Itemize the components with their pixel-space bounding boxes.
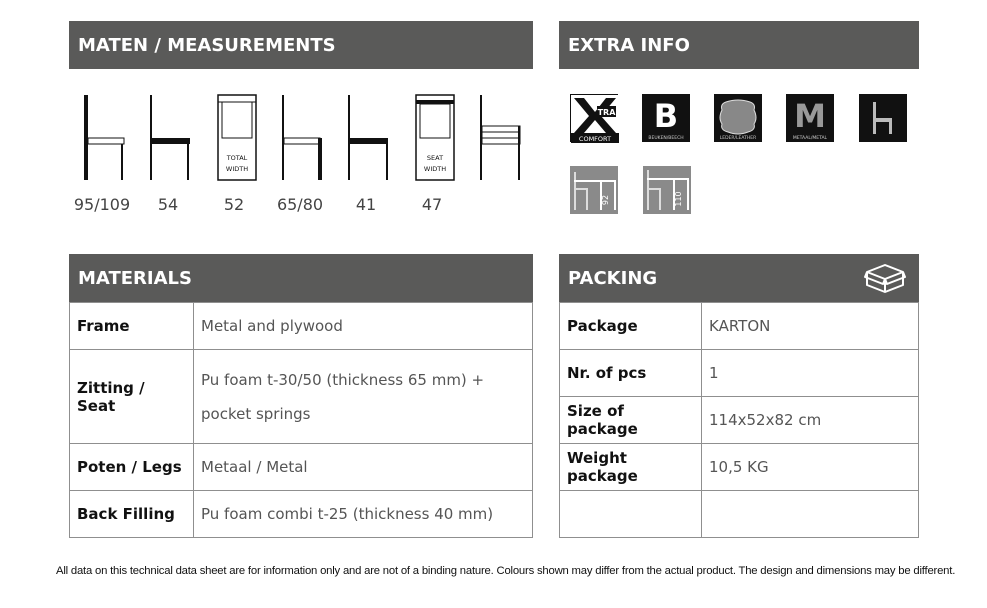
measure-value-6: 47 xyxy=(421,195,443,214)
chair-height-diagram xyxy=(84,95,124,180)
material-key: Zitting / Seat xyxy=(70,350,194,444)
material-key: Back Filling xyxy=(70,491,194,538)
chair-graphic xyxy=(859,94,907,142)
packing-key: Nr. of pcs xyxy=(560,350,702,397)
table-row xyxy=(560,491,919,538)
disclaimer-text: All data on this technical data sheet are for information only and are not of a binding nature. Colours shown may differ from the actual product. The design and dimensions may be different. xyxy=(56,565,956,577)
measure-value-5: 41 xyxy=(355,195,377,214)
package-box-icon xyxy=(863,261,907,295)
total-width-label-1: TOTAL xyxy=(226,154,248,162)
material-value: Pu foam t-30/50 (thickness 65 mm) + pocket springs xyxy=(194,350,533,444)
chair-icon xyxy=(859,94,907,142)
packing-value xyxy=(702,491,919,538)
material-value: Metal and plywood xyxy=(194,303,533,350)
packing-table xyxy=(559,302,919,538)
beech-letter: B xyxy=(653,97,679,135)
chair-arm-height-diagram xyxy=(282,95,322,180)
metal-graphic xyxy=(786,94,834,142)
packing-value: KARTON xyxy=(702,303,919,350)
packing-key: Size of package xyxy=(560,397,702,444)
extra-info-header xyxy=(559,21,919,69)
material-value: Metaal / Metal xyxy=(194,444,533,491)
measure-value-3: 52 xyxy=(223,195,245,214)
beech-icon xyxy=(642,94,690,142)
leather-caption: LEDER/LEATHER xyxy=(719,136,757,141)
leather-graphic xyxy=(714,94,762,142)
xtra-small-text: TRA xyxy=(597,108,616,117)
table-row xyxy=(560,397,919,444)
table-row xyxy=(560,350,919,397)
beech-caption: BEUKEN/BEECH xyxy=(648,136,684,141)
seat-width-label-2: WIDTH xyxy=(423,165,447,173)
chair-seat-height-diagram xyxy=(348,95,388,180)
table-row xyxy=(70,444,533,491)
chair-total-width-diagram xyxy=(218,95,256,180)
chair-seat-width-diagram xyxy=(416,95,454,180)
table-height-92-icon xyxy=(570,166,618,214)
measure-value-1: 95/109 xyxy=(73,195,131,214)
measurements-header xyxy=(69,21,533,69)
packing-value: 1 xyxy=(702,350,919,397)
packing-header xyxy=(559,254,919,302)
total-width-label-2: WIDTH xyxy=(225,165,249,173)
seat-width-label-1: SEAT xyxy=(426,154,444,162)
chair-back-diagram xyxy=(480,95,520,180)
metal-letter: M xyxy=(794,97,826,135)
packing-key: Package xyxy=(560,303,702,350)
packing-key xyxy=(560,491,702,538)
material-value: Pu foam combi t-25 (thickness 40 mm) xyxy=(194,491,533,538)
metal-icon xyxy=(786,94,834,142)
table-height-110-graphic xyxy=(643,166,691,214)
measurement-diagrams xyxy=(76,92,536,184)
material-key: Poten / Legs xyxy=(70,444,194,491)
table-height-110-text: 110 xyxy=(674,191,683,207)
packing-title: PACKING xyxy=(568,267,658,289)
measurements-title: MATEN / MEASUREMENTS xyxy=(78,34,336,56)
material-key: Frame xyxy=(70,303,194,350)
packing-key: Weight package xyxy=(560,444,702,491)
materials-table xyxy=(69,302,533,538)
packing-value: 114x52x82 cm xyxy=(702,397,919,444)
xtra-comfort-icon xyxy=(570,94,618,142)
table-row xyxy=(70,350,533,444)
table-height-92-text: 92 xyxy=(601,194,610,206)
table-row xyxy=(560,444,919,491)
extra-info-title: EXTRA INFO xyxy=(568,34,690,56)
measure-value-4: 65/80 xyxy=(276,195,324,214)
measure-value-2: 54 xyxy=(157,195,179,214)
table-height-110-icon xyxy=(643,166,691,214)
table-height-92-graphic xyxy=(570,166,618,214)
packing-value: 10,5 KG xyxy=(702,444,919,491)
xtra-comfort-graphic xyxy=(571,95,619,143)
table-row xyxy=(70,303,533,350)
chair-depth-diagram xyxy=(150,95,190,180)
materials-header xyxy=(69,254,533,302)
metal-caption: METAAL/METAL xyxy=(792,136,828,141)
table-row xyxy=(70,491,533,538)
xtra-caption: COMFORT xyxy=(578,135,612,143)
beech-graphic xyxy=(642,94,690,142)
table-row xyxy=(560,303,919,350)
leather-icon xyxy=(714,94,762,142)
materials-title: MATERIALS xyxy=(78,267,192,289)
